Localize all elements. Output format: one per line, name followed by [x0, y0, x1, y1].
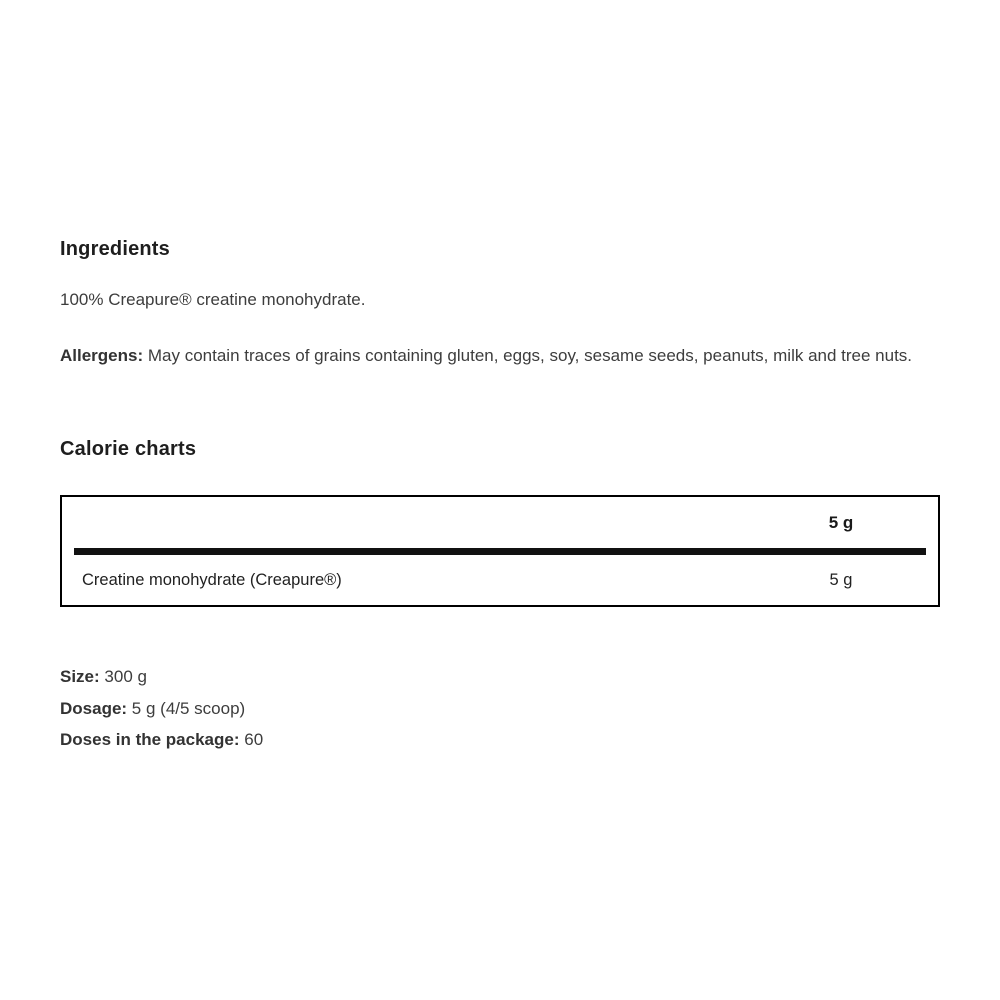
calorie-charts-heading: Calorie charts	[60, 438, 197, 460]
dosage-label: Dosage:	[60, 698, 128, 718]
cell-ingredient-name: Creatine monohydrate (Creapure®)	[82, 570, 342, 589]
dosage-value: 5 g (4/5 scoop)	[127, 698, 246, 718]
allergens-text: May contain traces of grains containing gluten, eggs, soy, sesame seeds, peanuts, milk and tree nuts.	[143, 346, 913, 365]
detail-doses-in-package	[60, 724, 940, 756]
product-details	[60, 661, 940, 756]
size-label: Size:	[60, 667, 100, 686]
cell-ingredient-amount: 5 g	[829, 570, 853, 589]
table-header-divider	[74, 548, 926, 555]
table-row	[74, 555, 926, 605]
ingredients-heading: Ingredients	[60, 238, 170, 260]
allergens-paragraph	[60, 340, 940, 371]
doses-in-package-label: Doses in the package:	[60, 730, 240, 749]
doses-in-package-value: 60	[239, 730, 264, 749]
size-value: 300 g	[99, 667, 147, 686]
ingredients-description: 100% Creapure® creatine monohydrate.	[60, 290, 366, 309]
header-cell-serving-size: 5 g	[828, 512, 854, 532]
nutrition-table-header-row	[74, 497, 926, 548]
detail-dosage	[60, 693, 940, 725]
detail-size	[60, 661, 940, 693]
nutrition-table	[60, 495, 940, 607]
allergens-label: Allergens:	[60, 346, 144, 365]
